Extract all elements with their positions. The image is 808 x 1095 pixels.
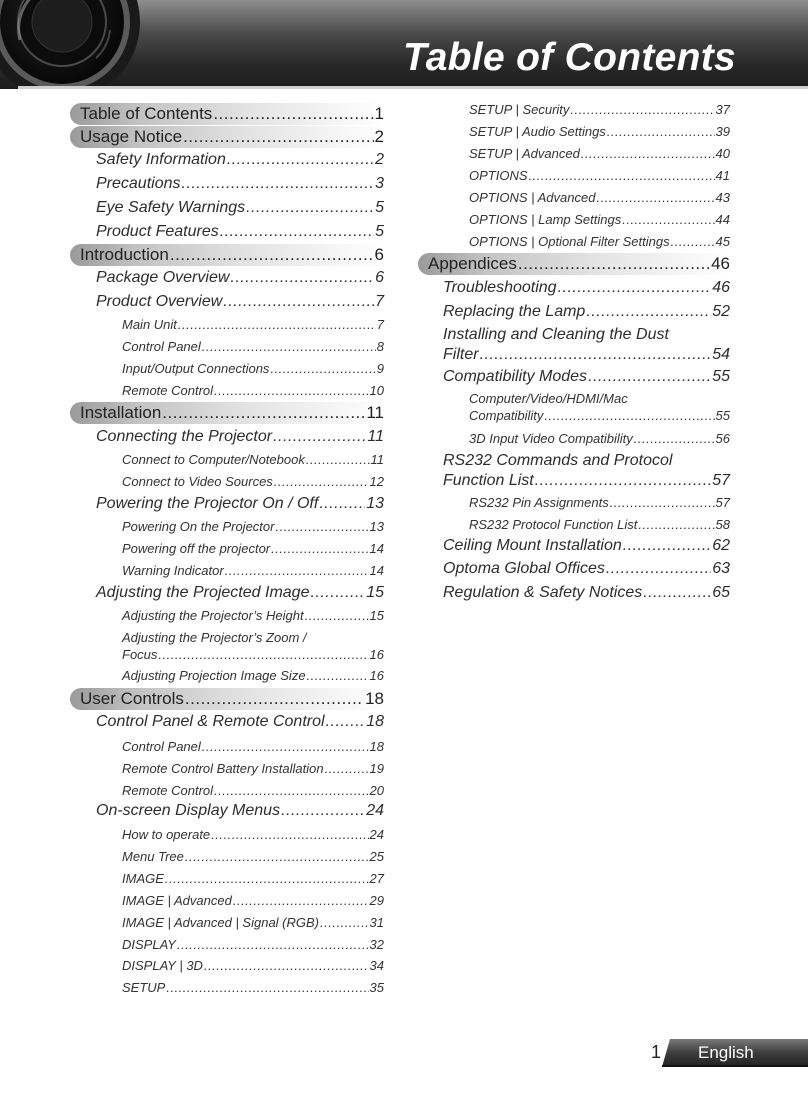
toc-entry-title-line1: RS232 Commands and Protocol	[443, 452, 673, 469]
toc-entry-title: Eye Safety Warnings	[96, 199, 246, 216]
toc-entry-title: Function List	[443, 472, 534, 489]
dot-leader	[535, 471, 711, 491]
dot-leader	[606, 559, 711, 579]
toc-page-number: 31	[369, 915, 384, 930]
toc-entry-title: Usage Notice	[80, 127, 183, 146]
toc-page-number: 11	[367, 428, 384, 445]
toc-entry-link[interactable]	[96, 268, 384, 288]
toc-entry-title: OPTIONS | Optional Filter Settings	[469, 234, 670, 249]
toc-entry-title: Connect to Computer/Notebook	[122, 452, 305, 467]
toc-entry-link[interactable]	[122, 316, 384, 333]
dot-leader	[177, 936, 369, 953]
toc-page-number: 39	[715, 124, 730, 139]
toc-page-number: 1	[374, 104, 384, 123]
toc-section-link[interactable]	[80, 244, 384, 266]
toc-entry-title: Powering off the projector	[122, 541, 271, 556]
toc-entry-title: Adjusting the Projector’s Height	[122, 608, 304, 623]
toc-entry-title: Powering On the Projector	[122, 519, 275, 534]
toc-page-number: 55	[712, 368, 730, 385]
dot-leader	[214, 782, 368, 799]
dot-leader	[211, 826, 368, 843]
dot-leader	[274, 473, 369, 490]
toc-page-number: 27	[369, 871, 384, 886]
toc-page-number: 44	[715, 212, 730, 227]
toc-page-number: 46	[712, 279, 730, 296]
toc-entry-title: RS232 Protocol Function List	[469, 517, 638, 532]
dot-leader	[185, 848, 369, 865]
toc-entry-title: User Controls	[80, 689, 184, 708]
toc-entry-title: Focus	[122, 647, 158, 662]
toc-page-number: 6	[375, 269, 384, 286]
toc-entry-link[interactable]	[469, 123, 730, 140]
toc-entry-title: IMAGE	[122, 871, 164, 886]
toc-entry-title: Introduction	[80, 245, 169, 264]
projector-lens-icon	[0, 0, 150, 89]
toc-entry-link[interactable]	[469, 494, 730, 511]
toc-page-number: 9	[376, 361, 384, 376]
toc-entry-link[interactable]	[122, 360, 384, 377]
toc-page-number: 57	[712, 472, 730, 489]
toc-entry-title: SETUP | Security	[469, 102, 570, 117]
dot-leader	[183, 126, 373, 148]
toc-entry-title: Ceiling Mount Installation	[443, 537, 622, 554]
dot-leader	[223, 292, 374, 312]
toc-entry-link[interactable]	[122, 738, 384, 755]
toc-entry-link[interactable]	[122, 848, 384, 865]
page-title: Table of Contents	[403, 36, 736, 79]
toc-entry-link[interactable]	[443, 471, 730, 491]
toc-entry-title: Remote Control Battery Installation	[122, 761, 324, 776]
dot-leader	[162, 402, 365, 424]
toc-entry-link[interactable]	[469, 145, 730, 162]
toc-page-number: 63	[712, 560, 730, 577]
dot-leader	[230, 268, 374, 288]
toc-page-number: 45	[715, 234, 730, 249]
toc-page-number: 13	[366, 495, 384, 512]
page-number: 1	[650, 1042, 661, 1062]
toc-entry-title: Safety Information	[96, 151, 226, 168]
header-banner	[0, 0, 808, 89]
toc-entry-link[interactable]	[469, 430, 730, 447]
toc-page-number: 20	[369, 783, 384, 798]
dot-leader	[225, 562, 369, 579]
toc-page-number: 16	[369, 668, 384, 683]
toc-entry-link[interactable]	[122, 562, 384, 579]
dot-leader	[634, 430, 715, 447]
toc-page-number: 55	[715, 408, 730, 423]
toc-page-number: 43	[715, 190, 730, 205]
toc-entry-title: SETUP	[122, 980, 166, 995]
dot-leader	[246, 198, 374, 218]
toc-page-number: 5	[375, 223, 384, 240]
toc-section-link[interactable]	[80, 103, 384, 125]
page-footer	[646, 1039, 808, 1067]
dot-leader	[588, 367, 711, 387]
toc-page-number: 11	[366, 403, 384, 422]
toc-entry-link[interactable]	[122, 451, 384, 468]
dot-leader	[596, 189, 714, 206]
toc-entry-title: Product Features	[96, 223, 219, 240]
dot-leader	[166, 979, 368, 996]
toc-entry-link[interactable]	[96, 494, 384, 514]
dot-leader	[178, 316, 376, 333]
toc-entry-title: Adjusting Projection Image Size	[122, 668, 306, 683]
toc-entry-title: Optoma Global Offices	[443, 560, 605, 577]
toc-entry-link[interactable]	[122, 667, 384, 684]
toc-entry-link[interactable]	[469, 189, 730, 206]
toc-page-number: 2	[374, 127, 384, 146]
toc-page-number: 24	[369, 827, 384, 842]
toc-entry-title: Control Panel & Remote Control	[96, 713, 325, 730]
banner-divider	[18, 86, 808, 89]
toc-entry-title: 3D Input Video Compatibility	[469, 431, 633, 446]
dot-leader	[306, 451, 370, 468]
toc-entry-link[interactable]	[96, 174, 384, 194]
dot-leader	[305, 607, 369, 624]
toc-entry-link[interactable]	[443, 345, 730, 365]
toc-entry-title: SETUP | Audio Settings	[469, 124, 606, 139]
toc-entry-link[interactable]	[96, 222, 384, 242]
toc-page-number: 14	[369, 541, 384, 556]
toc-entry-title: Regulation & Safety Notices	[443, 584, 643, 601]
toc-entry-link[interactable]	[443, 278, 730, 298]
toc-entry-title: DISPLAY | 3D	[122, 958, 203, 973]
toc-entry-link[interactable]	[122, 760, 384, 777]
toc-entry-title: Product Overview	[96, 293, 223, 310]
dot-leader	[326, 712, 366, 732]
toc-page-number: 18	[369, 739, 384, 754]
toc-page-number: 41	[715, 168, 730, 183]
toc-entry-link[interactable]	[96, 712, 384, 732]
toc-entry-title-line1: Installing and Cleaning the Dust	[443, 326, 669, 343]
toc-page-number: 14	[369, 563, 384, 578]
toc-page-number: 62	[712, 537, 730, 554]
toc-entry-title: IMAGE | Advanced	[122, 893, 232, 908]
toc-page-number: 16	[369, 647, 384, 662]
dot-leader	[204, 957, 369, 974]
toc-entry-title: Compatibility	[469, 408, 544, 423]
toc-entry-title: DISPLAY	[122, 937, 176, 952]
toc-entry-link[interactable]	[443, 302, 730, 322]
toc-entry-title: Precautions	[96, 175, 181, 192]
toc-entry-title: OPTIONS	[469, 168, 528, 183]
dot-leader	[158, 646, 368, 663]
toc-entry-link[interactable]	[122, 957, 384, 974]
dot-leader	[220, 222, 374, 242]
toc-page-number: 34	[369, 958, 384, 973]
toc-section-link[interactable]	[80, 688, 384, 710]
toc-entry-title: Table of Contents	[80, 104, 213, 123]
toc-page-number: 32	[369, 937, 384, 952]
toc-page-number: 40	[715, 146, 730, 161]
toc-entry-title: Warning Indicator	[122, 563, 224, 578]
toc-entry-title: Connecting the Projector	[96, 428, 273, 445]
toc-entry-link[interactable]	[122, 382, 384, 399]
toc-entry-link[interactable]	[469, 516, 730, 533]
dot-leader	[607, 123, 715, 140]
dot-leader	[202, 738, 369, 755]
toc-entry-title: Powering the Projector On / Off	[96, 495, 319, 512]
toc-entry-title: OPTIONS | Lamp Settings	[469, 212, 622, 227]
toc-entry-title-line1: Computer/Video/HDMI/Mac	[469, 391, 628, 406]
toc-entry-link[interactable]	[122, 870, 384, 887]
toc-page-number: 3	[375, 175, 384, 192]
toc-entry-title: Compatibility Modes	[443, 368, 588, 385]
toc-entry-title: RS232 Pin Assignments	[469, 495, 609, 510]
toc-section-link[interactable]	[80, 402, 384, 424]
toc-entry-title: SETUP | Advanced	[469, 146, 580, 161]
dot-leader	[643, 583, 711, 603]
toc-page-number: 46	[711, 254, 730, 273]
toc-page-number: 57	[715, 495, 730, 510]
dot-leader	[480, 345, 712, 365]
dot-leader	[570, 101, 714, 118]
toc-entry-link[interactable]	[122, 338, 384, 355]
toc-entry-title: Troubleshooting	[443, 279, 557, 296]
toc-entry-link[interactable]	[443, 367, 730, 387]
toc-page-number: 18	[366, 713, 384, 730]
dot-leader	[518, 253, 710, 275]
toc-page-number: 37	[715, 102, 730, 117]
toc-entry-title: On-screen Display Menus	[96, 802, 281, 819]
toc-entry-link[interactable]	[122, 782, 384, 799]
dot-leader	[622, 211, 714, 228]
dot-leader	[325, 760, 369, 777]
dot-leader	[544, 407, 714, 424]
toc-entry-title: IMAGE | Advanced | Signal (RGB)	[122, 915, 320, 930]
toc-page-number: 54	[712, 346, 730, 363]
dot-leader	[170, 244, 374, 266]
dot-leader	[281, 801, 365, 821]
dot-leader	[671, 233, 715, 250]
toc-page-number: 24	[366, 802, 384, 819]
language-label: English	[698, 1043, 754, 1062]
toc-entry-link[interactable]	[469, 407, 730, 424]
toc-page-number: 13	[369, 519, 384, 534]
toc-page-number: 56	[715, 431, 730, 446]
dot-leader	[202, 338, 376, 355]
toc-entry-link[interactable]	[96, 150, 384, 170]
dot-leader	[310, 583, 365, 603]
dot-leader	[214, 382, 368, 399]
dot-leader	[320, 914, 369, 931]
toc-page-number: 15	[366, 584, 384, 601]
dot-leader	[319, 494, 365, 514]
dot-leader	[586, 302, 711, 322]
dot-leader	[213, 103, 373, 125]
toc-page-number: 58	[715, 517, 730, 532]
toc-entry-title: Installation	[80, 403, 162, 422]
toc-entry-link[interactable]	[443, 559, 730, 579]
toc-entry-link[interactable]	[122, 979, 384, 996]
toc-page-number: 15	[369, 608, 384, 623]
toc-entry-link[interactable]	[469, 167, 730, 184]
dot-leader	[610, 494, 715, 511]
toc-page-number: 6	[374, 245, 384, 264]
toc-entry-title: Filter	[443, 346, 479, 363]
toc-entry-link[interactable]	[122, 518, 384, 535]
dot-leader	[182, 174, 375, 194]
toc-page-number: 7	[376, 317, 384, 332]
toc-entry-link[interactable]	[96, 801, 384, 821]
dot-leader	[623, 536, 711, 556]
toc-entry-link[interactable]	[96, 583, 384, 603]
toc-entry-link[interactable]	[96, 198, 384, 218]
toc-entry-title: Package Overview	[96, 269, 230, 286]
toc-entry-title: Appendices	[428, 254, 517, 273]
toc-page-number: 7	[375, 293, 384, 310]
toc-page-number: 29	[369, 893, 384, 908]
toc-entry-title: Replacing the Lamp	[443, 303, 586, 320]
toc-entry-title: OPTIONS | Advanced	[469, 190, 596, 205]
toc-entry-title: Control Panel	[122, 339, 201, 354]
toc-entry-link[interactable]	[96, 292, 384, 312]
toc-entry-title: Main Unit	[122, 317, 177, 332]
toc-entry-title: Adjusting the Projected Image	[96, 584, 310, 601]
toc-entry-title: Input/Output Connections	[122, 361, 270, 376]
dot-leader	[227, 150, 374, 170]
dot-leader	[307, 667, 369, 684]
toc-entry-link[interactable]	[122, 540, 384, 557]
toc-entry-link[interactable]	[122, 936, 384, 953]
dot-leader	[529, 167, 715, 184]
toc-section-link[interactable]	[428, 253, 730, 275]
toc-page-number: 65	[712, 584, 730, 601]
toc-entry-link[interactable]	[122, 646, 384, 663]
toc-entry-title: Remote Control	[122, 383, 214, 398]
toc-entry-link[interactable]	[443, 583, 730, 603]
dot-leader	[270, 360, 375, 377]
dot-leader	[275, 518, 368, 535]
toc-page-number: 52	[712, 303, 730, 320]
toc-page-number: 5	[375, 199, 384, 216]
toc-entry-title: Control Panel	[122, 739, 201, 754]
dot-leader	[581, 145, 715, 162]
dot-leader	[271, 540, 368, 557]
toc-entry-link[interactable]	[469, 101, 730, 118]
toc-page-number: 35	[369, 980, 384, 995]
toc-entry-link[interactable]	[122, 473, 384, 490]
toc-entry-title: Remote Control	[122, 783, 214, 798]
toc-page-number: 11	[370, 452, 384, 467]
dot-leader	[165, 870, 369, 887]
dot-leader	[185, 688, 364, 710]
dot-leader	[233, 892, 369, 909]
toc-entry-link[interactable]	[122, 892, 384, 909]
toc-entry-link[interactable]	[122, 914, 384, 931]
toc-page-number: 19	[369, 761, 384, 776]
toc-entry-title: Menu Tree	[122, 849, 184, 864]
toc-entry-link[interactable]	[443, 536, 730, 556]
toc-entry-link[interactable]	[469, 211, 730, 228]
toc-page-number: 2	[375, 151, 384, 168]
toc-page-number: 18	[365, 689, 384, 708]
toc-entry-link[interactable]	[469, 233, 730, 250]
dot-leader	[638, 516, 714, 533]
toc-section-link[interactable]	[80, 126, 384, 148]
dot-leader	[558, 278, 712, 298]
toc-entry-title-line1: Adjusting the Projector’s Zoom /	[122, 630, 307, 645]
toc-entry-link[interactable]	[96, 427, 384, 447]
toc-page-number: 25	[369, 849, 384, 864]
dot-leader	[273, 427, 366, 447]
toc-entry-title: How to operate	[122, 827, 211, 842]
toc-page-number: 10	[369, 383, 384, 398]
toc-page-number: 8	[376, 339, 384, 354]
toc-entry-link[interactable]	[122, 607, 384, 624]
toc-page-number: 12	[369, 474, 384, 489]
toc-entry-title: Connect to Video Sources	[122, 474, 273, 489]
toc-entry-link[interactable]	[122, 826, 384, 843]
